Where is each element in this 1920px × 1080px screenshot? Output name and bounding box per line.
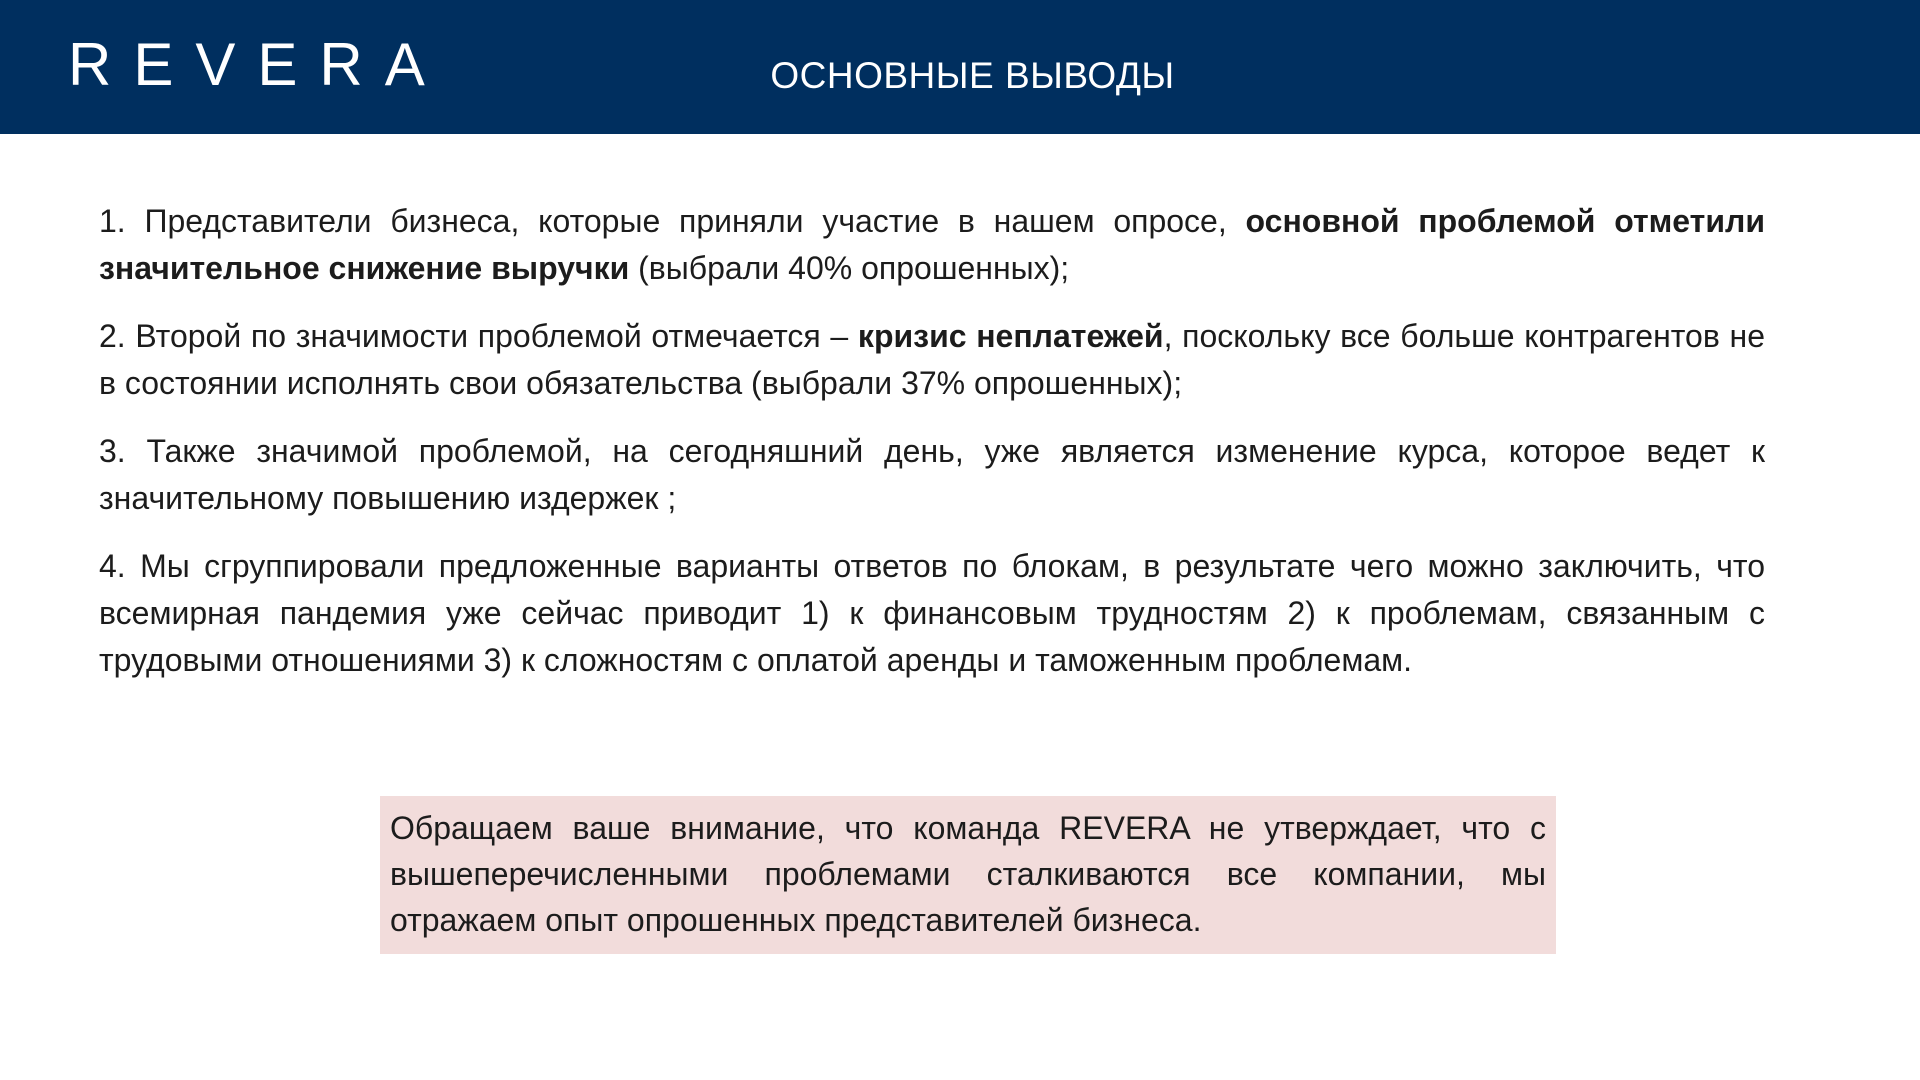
conclusion-1-highlight: основной проблемой отметили значительное снижение выручки — [99, 203, 1766, 286]
page-title: ОСНОВНЫЕ ВЫВОДЫ — [770, 55, 1175, 96]
header-bar — [0, 0, 1920, 134]
conclusion-item-2 — [99, 313, 1765, 407]
revera-logo: REVERA — [68, 31, 447, 98]
conclusion-2-tail: , поскольку все больше контрагентов не в состоянии исполнять свои обязательства (выбрали 37% опрошенных); — [99, 318, 1766, 401]
conclusion-1-text: 1. Представители бизнеса, которые приняли участие в нашем опросе, — [99, 203, 1246, 239]
conclusion-item-4: 4. Мы сгруппировали предложенные варианты ответов по блокам, в результате чего можно заключить, что всемирная пандемия уже сейчас приводит 1) к финансовым трудностям 2) к проблемам, связанным с трудовыми отношениями 3) к сложностям с оплатой аренды и таможенным проблемам. — [99, 548, 1765, 678]
disclaimer-notice: Обращаем ваше внимание, что команда REVERA не утверждает, что с вышеперечисленными проблемами сталкиваются все компании, мы отражаем опыт опрошенных представителей бизнеса. — [380, 796, 1556, 954]
conclusion-item-1 — [99, 198, 1765, 292]
conclusion-1-tail: (выбрали 40% опрошенных); — [629, 250, 1070, 286]
conclusion-2-text: 2. Второй по значимости проблемой отмечается – — [99, 318, 858, 354]
conclusion-item-3: 3. Также значимой проблемой, на сегодняшний день, уже является изменение курса, которое ведет к значительному повышению издержек ; — [99, 433, 1765, 516]
conclusion-2-highlight: кризис неплатежей — [857, 318, 1164, 354]
conclusions-list — [99, 198, 1765, 705]
